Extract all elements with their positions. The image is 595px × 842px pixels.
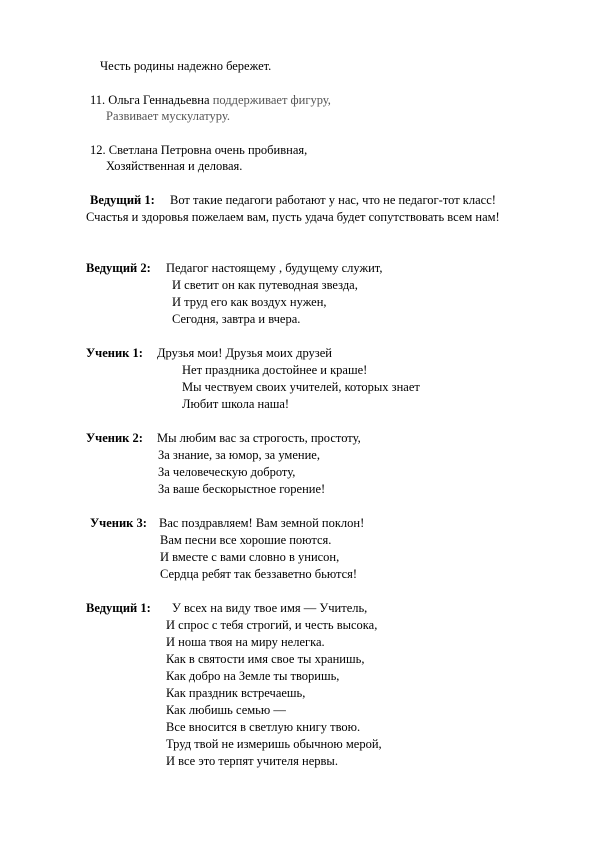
host-1b-line-9: Труд твой не измеришь обычною мерой, (166, 737, 382, 751)
host-2-line-4: Сегодня, завтра и вчера. (172, 312, 301, 326)
host-1b-line-10: И все это терпят учителя нервы. (166, 754, 338, 768)
item-11-text: поддерживает фигуру, (209, 93, 331, 107)
student-3-speaker: Ученик 3: (90, 516, 147, 530)
student-1-line-3: Мы чествуем своих учителей, которых знает (182, 380, 420, 394)
student-1-line-2: Нет праздника достойнее и краше! (182, 363, 368, 377)
item-11-name: 11. Ольга Геннадьевна (90, 93, 210, 107)
host-2-line-1: Педагог настоящему , будущему служит, (166, 261, 383, 275)
student-1-line-1: Друзья мои! Друзья моих друзей (157, 346, 332, 360)
host-1b-speaker: Ведущий 1: (86, 601, 151, 615)
intro-line: Честь родины надежно бережет. (100, 59, 272, 73)
host-1b-line-5: Как добро на Земле ты творишь, (166, 669, 340, 683)
item-11-line-1 (90, 93, 331, 108)
host-1-line-2: Счастья и здоровья пожелаем вам, пусть удача будет сопутствовать всем нам! (86, 210, 500, 224)
host-1-speaker: Ведущий 1: (90, 193, 155, 207)
student-2-speaker: Ученик 2: (86, 431, 143, 445)
student-2-line-1: Мы любим вас за строгость, простоту, (157, 431, 361, 445)
host-2-speaker: Ведущий 2: (86, 261, 151, 275)
student-3-line-1: Вас поздравляем! Вам земной поклон! (159, 516, 365, 530)
host-1b-line-4: Как в святости имя свое ты хранишь, (166, 652, 365, 666)
student-3-line-3: И вместе с вами словно в унисон, (160, 550, 340, 564)
student-1-line-4: Любит школа наша! (182, 397, 290, 411)
host-1-line-1: Вот такие педагоги работают у нас, что не педагог-тот класс! (170, 193, 496, 207)
host-1b-line-2: И спрос с тебя строгий, и честь высока, (166, 618, 378, 632)
student-3-line-2: Вам песни все хорошие поются. (160, 533, 332, 547)
item-11-line-2: Развивает мускулатуру. (106, 109, 230, 123)
host-1b-line-8: Все вносится в светлую книгу твою. (166, 720, 361, 734)
host-1b-line-7: Как любишь семью — (166, 703, 286, 717)
student-3-line-4: Сердца ребят так беззаветно бьются! (160, 567, 358, 581)
student-2-line-2: За знание, за юмор, за умение, (158, 448, 320, 462)
student-2-line-3: За человеческую доброту, (158, 465, 296, 479)
host-1b-line-1: У всех на виду твое имя — Учитель, (172, 601, 368, 615)
item-12-line-2: Хозяйственная и деловая. (106, 159, 243, 173)
student-1-speaker: Ученик 1: (86, 346, 143, 360)
host-2-line-2: И светит он как путеводная звезда, (172, 278, 358, 292)
host-1b-line-6: Как праздник встречаешь, (166, 686, 306, 700)
item-12-line-1: 12. Светлана Петровна очень пробивная, (90, 143, 308, 157)
host-1b-line-3: И ноша твоя на миру нелегка. (166, 635, 325, 649)
student-2-line-4: За ваше бескорыстное горение! (158, 482, 326, 496)
host-2-line-3: И труд его как воздух нужен, (172, 295, 327, 309)
